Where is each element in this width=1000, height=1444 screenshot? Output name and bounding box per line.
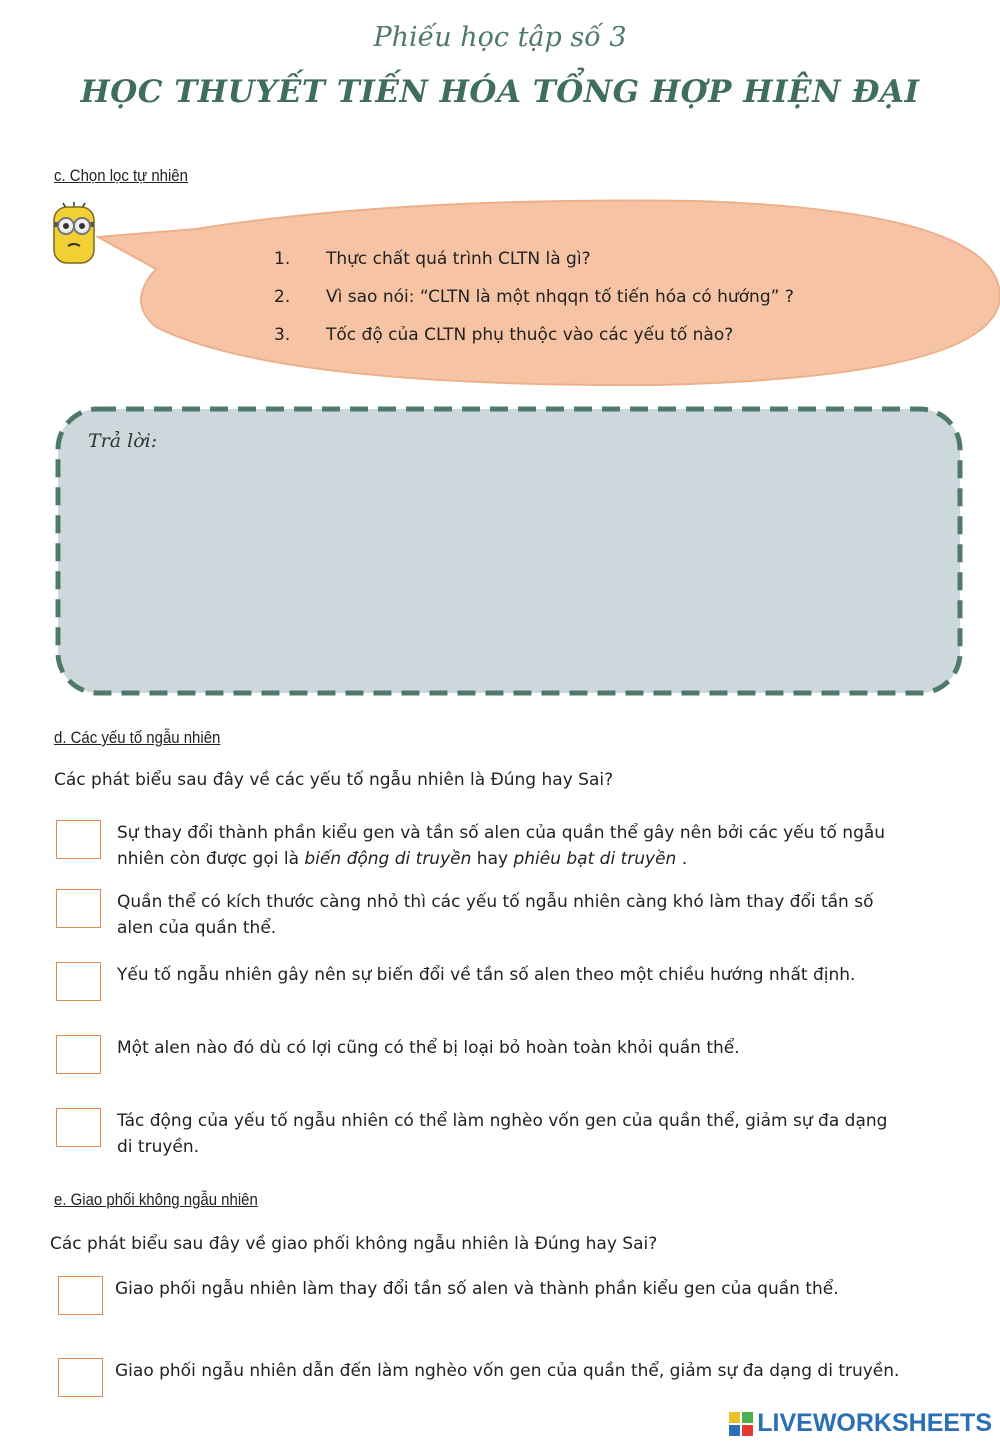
question-number: 2. [274,287,291,307]
true-false-checkbox[interactable] [56,1035,101,1074]
section-d-prompt: Các phát biểu sau đây về các yếu tố ngẫu nhiên là Đúng hay Sai? [54,770,614,790]
statement-row [56,962,976,1001]
minion-avatar-icon [52,202,96,264]
question-number: 3. [274,325,291,345]
liveworksheets-logo [729,1409,992,1438]
answer-label: Trả lời: [88,430,158,452]
true-false-checkbox[interactable] [58,1276,103,1315]
statement-part: Sự thay đổi thành phần kiểu gen và tần số alen của quần thể gây nên bởi các yếu tố ngẫu nhiên còn được gọi là [117,823,886,869]
statement-text: Giao phối ngẫu nhiên làm thay đổi tần số alen và thành phần kiểu gen của quần thể. [115,1279,839,1299]
statement-text: Tác động của yếu tố ngẫu nhiên có thể làm nghèo vốn gen của quần thể, giảm sự đa dạng di truyền. [117,1111,888,1157]
statement-text: Giao phối ngẫu nhiên dẫn đến làm nghèo vốn gen của quần thể, giảm sự đa dạng di truyền. [115,1361,900,1381]
section-c-heading: c. Chọn lọc tự nhiên [54,166,188,185]
section-e-heading: e. Giao phối không ngẫu nhiên [54,1190,258,1209]
statement-row [56,1035,976,1074]
statement-row [56,1108,976,1160]
statement-row [58,1358,978,1397]
question-text: Tốc độ của CLTN phụ thuộc vào các yếu tố nào? [326,325,734,345]
question-item [274,278,974,316]
true-false-checkbox[interactable] [56,962,101,1001]
true-false-checkbox[interactable] [58,1358,103,1397]
statement-part: hay [471,849,514,869]
statement-row [56,820,976,872]
liveworksheets-logo-icon [729,1412,753,1436]
logo-text: LIVEWORKSHEETS [757,1409,992,1437]
statement-row [56,889,976,941]
section-e-prompt: Các phát biểu sau đây về giao phối không ngẫu nhiên là Đúng hay Sai? [50,1234,658,1254]
question-item [274,316,974,354]
statement-row [58,1276,978,1315]
question-list [274,240,974,354]
statement-part: . [676,849,688,869]
section-d-heading: d. Các yếu tố ngẫu nhiên [54,728,221,747]
statement-text: Yếu tố ngẫu nhiên gây nên sự biến đổi về tần số alen theo một chiều hướng nhất định. [117,965,856,985]
true-false-checkbox[interactable] [56,889,101,928]
term-phieu-bat-di-truyen: phiêu bạt di truyền [513,849,677,869]
worksheet-subtitle: Phiếu học tập số 3 [373,22,627,53]
answer-box[interactable] [54,405,964,697]
true-false-checkbox[interactable] [56,820,101,859]
statement-text: Quần thể có kích thước càng nhỏ thì các yếu tố ngẫu nhiên càng khó làm thay đổi tần số alen của quần thể. [117,892,874,938]
true-false-checkbox[interactable] [56,1108,101,1147]
question-number: 1. [274,249,291,269]
term-bien-dong-di-truyen: biến động di truyền [304,849,472,869]
question-text: Vì sao nói: “CLTN là một nhqqn tố tiến hóa có hướng” ? [326,287,794,307]
question-item [274,240,974,278]
statement-text: Một alen nào đó dù có lợi cũng có thể bị loại bỏ hoàn toàn khỏi quần thể. [117,1038,740,1058]
question-text: Thực chất quá trình CLTN là gì? [326,249,591,269]
worksheet-title: HỌC THUYẾT TIẾN HÓA TỔNG HỢP HIỆN ĐẠI [80,74,920,110]
statement-text [117,820,907,872]
